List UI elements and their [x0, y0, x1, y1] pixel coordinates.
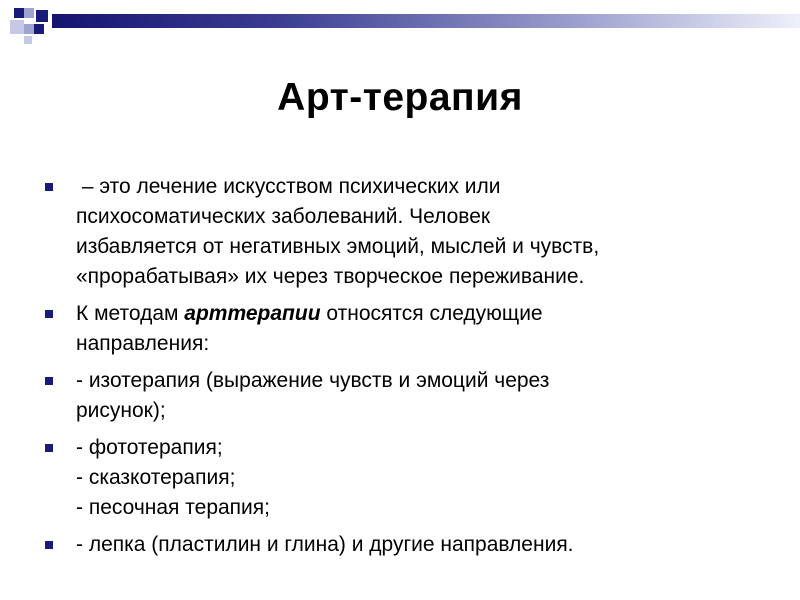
square-bullet-icon — [45, 310, 53, 318]
corner-square-light — [24, 24, 34, 34]
item-text-line: - сказкотерапия; — [76, 466, 236, 489]
item-text-line: психосоматических заболеваний. Человек — [76, 205, 491, 228]
corner-square-dark — [36, 10, 48, 22]
list-item — [40, 366, 760, 426]
item-text-line: рисунок); — [76, 399, 166, 422]
list-item — [40, 172, 760, 292]
item-text-line: - песочная терапия; — [76, 496, 270, 519]
corner-square-light — [10, 20, 24, 34]
item-text-line: избавляется от негативных эмоций, мыслей и чувств, — [76, 235, 600, 258]
square-bullet-icon — [45, 183, 53, 191]
list-item — [40, 530, 760, 560]
item-text-line: - лепка (пластилин и глина) и другие направления. — [76, 533, 574, 556]
corner-square-dark — [34, 24, 44, 34]
list-item — [40, 299, 760, 359]
square-bullet-icon — [45, 444, 53, 452]
list-item — [40, 433, 760, 523]
slide-title: Арт-терапия — [277, 76, 523, 119]
item-text-line: - изотерапия (выражение чувств и эмоций через — [76, 369, 550, 392]
item-text-line: «прорабатывая» их через творческое переживание. — [76, 265, 585, 288]
item-text-segment: К методам — [76, 302, 185, 325]
corner-square-light — [24, 36, 32, 44]
header-gradient-bar — [52, 14, 800, 28]
bullet-list — [40, 172, 760, 567]
square-bullet-icon — [45, 541, 53, 549]
emphasized-term: арттерапии — [184, 302, 321, 325]
item-text-line: направления: — [76, 332, 210, 355]
item-text-line: - фототерапия; — [76, 436, 223, 459]
corner-square-dark — [14, 8, 24, 18]
item-text-line — [76, 299, 760, 329]
corner-square-light — [24, 8, 34, 18]
item-text-line: – это лечение искусством психических или — [76, 175, 501, 198]
item-text-segment: относятся следующие — [320, 302, 543, 325]
square-bullet-icon — [45, 377, 53, 385]
